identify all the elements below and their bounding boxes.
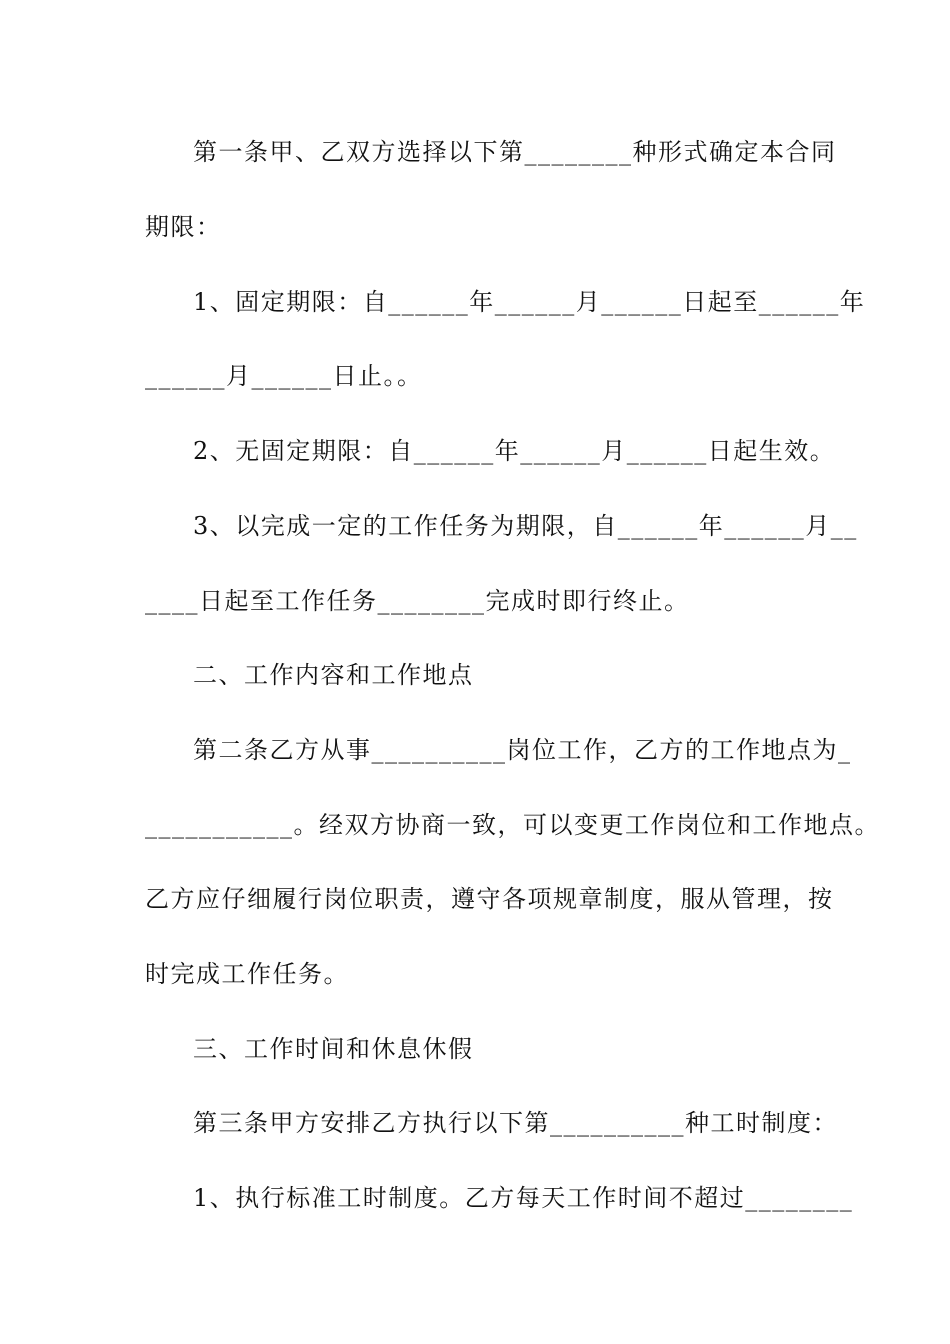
clause-1-line-1: 第一条甲、乙双方选择以下第________种形式确定本合同 [193,138,837,166]
clause-2-line-4: 时完成工作任务。 [145,960,349,988]
option-2-line: 2、无固定期限：自______年______月______日起生效。 [193,437,836,465]
section-3-heading: 三、工作时间和休息休假 [193,1035,474,1063]
option-3-line-1: 3、以完成一定的工作任务为期限，自______年______月__ [193,512,858,540]
section-2-heading: 二、工作内容和工作地点 [193,661,474,689]
clause-1-line-2: 期限： [145,213,222,241]
clause-2-line-3: 乙方应仔细履行岗位职责，遵守各项规章制度，服从管理，按 [145,885,834,913]
option-1-line-2: ______月______日止。。 [145,362,423,390]
clause-3-line-1: 第三条甲方安排乙方执行以下第__________种工时制度： [193,1109,838,1137]
option-3-line-2: ____日起至工作任务________完成时即行终止。 [145,587,690,615]
clause-3-option-1-line: 1、执行标准工时制度。乙方每天工作时间不超过________ [193,1184,854,1212]
clause-2-line-1: 第二条乙方从事__________岗位工作，乙方的工作地点为_ [193,736,852,764]
clause-2-line-2: ___________。经双方协商一致，可以变更工作岗位和工作地点。 [145,811,880,839]
option-1-line-1: 1、固定期限：自______年______月______日起至______年 [193,288,866,316]
